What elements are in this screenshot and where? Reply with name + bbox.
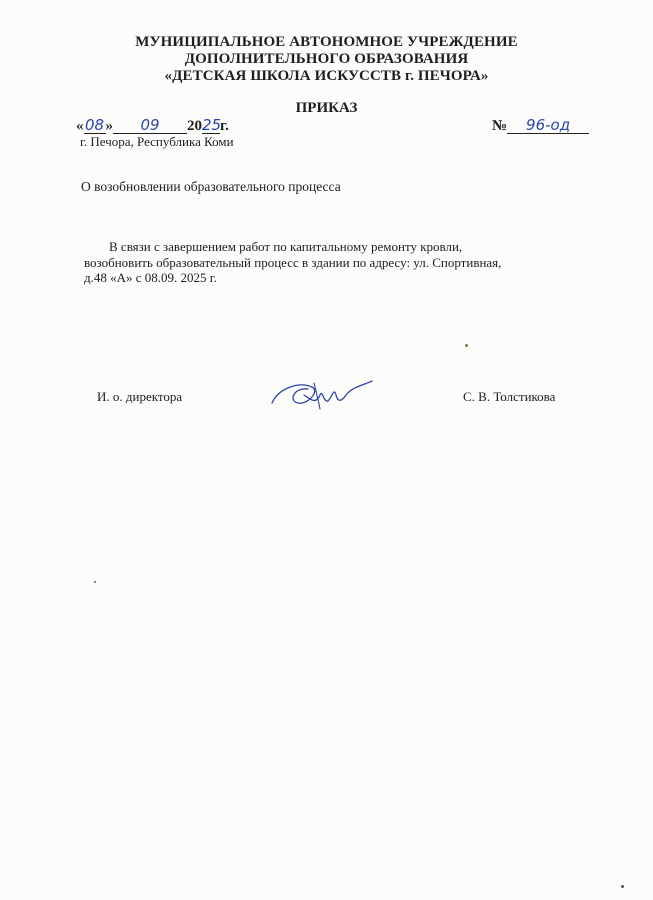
paper-speck bbox=[621, 885, 624, 888]
org-name-line-1: МУНИЦИПАЛЬНОЕ АВТОНОМНОЕ УЧРЕЖДЕНИЕ bbox=[135, 34, 518, 50]
org-name-line-3: «ДЕТСКАЯ ШКОЛА ИСКУССТВ г. ПЕЧОРА» bbox=[164, 68, 489, 84]
date-month-field bbox=[113, 118, 187, 134]
date-month-handwritten: 09 bbox=[140, 116, 160, 134]
place-of-issue: г. Печора, Республика Коми bbox=[80, 134, 234, 149]
order-body bbox=[84, 239, 524, 286]
number-field bbox=[507, 118, 589, 134]
signatory-name: С. В. Толстикова bbox=[463, 389, 556, 404]
order-subject: О возобновлении образовательного процесса bbox=[81, 179, 341, 194]
date-year-field bbox=[202, 118, 220, 134]
org-name-line-2: ДОПОЛНИТЕЛЬНОГО ОБРАЗОВАНИЯ bbox=[184, 51, 469, 67]
body-paragraph: В связи с завершением работ по капитальному ремонту кровли, возобновить образовательный процесс в здании по адресу: ул. Спортивная, д.48 «А» с 08.09. 2025 г. bbox=[84, 239, 502, 285]
date-close-quote: » bbox=[105, 118, 113, 134]
paper-speck bbox=[94, 581, 96, 583]
number-handwritten: 96-од bbox=[526, 116, 571, 134]
date-year-handwritten: 25 bbox=[202, 116, 222, 134]
paper-speck bbox=[465, 344, 468, 347]
date-day-field bbox=[84, 118, 106, 134]
document-type: ПРИКАЗ bbox=[295, 100, 358, 116]
order-date bbox=[76, 118, 229, 135]
date-day-handwritten: 08 bbox=[84, 116, 105, 134]
order-number bbox=[492, 118, 589, 135]
date-year-prefix: 20 bbox=[187, 118, 202, 134]
signatory-position: И. о. директора bbox=[97, 389, 183, 404]
date-open-quote: « bbox=[76, 118, 84, 134]
date-year-unit: г. bbox=[220, 118, 229, 134]
number-sign: № bbox=[492, 118, 508, 134]
handwritten-signature bbox=[268, 375, 378, 415]
